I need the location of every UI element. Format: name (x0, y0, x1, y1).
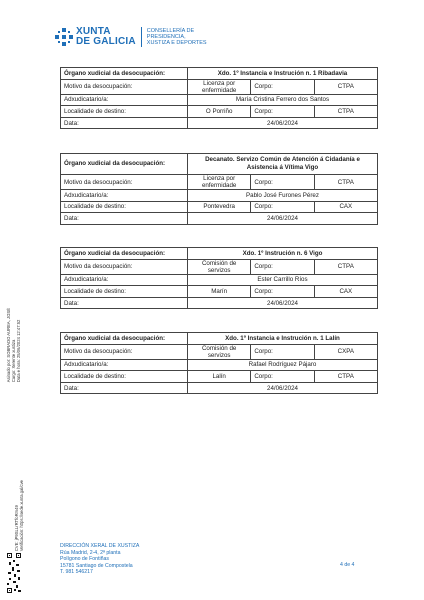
verification-line: CVE: jP9SLLrRTfoRm49 (14, 505, 19, 552)
motivo-label: Motivo da desocupación: (61, 79, 188, 94)
localidade-value: Marín (188, 286, 251, 298)
motivo-value: Comisión de servizos (188, 344, 251, 359)
data-label: Data: (61, 117, 188, 129)
motivo-label: Motivo da desocupación: (61, 175, 188, 190)
corpo-label: Corpo: (251, 371, 314, 383)
data-value: 24/06/2024 (188, 297, 378, 309)
data-value: 24/06/2024 (188, 213, 378, 225)
adxudicatario-label: Adxudicatario/a: (61, 359, 188, 371)
vacancy-block (60, 247, 378, 309)
data-label: Data: (61, 297, 188, 309)
organo-value: Xdo. 1º Instancia e Instrución n. 1 Ribadavia (188, 68, 378, 80)
organo-value: Xdo. 1º Instrución n. 6 Vigo (188, 248, 378, 260)
corpo-value: CAX (314, 286, 377, 298)
signature-stamp (6, 308, 21, 382)
footer-address-line: 15781 Santiago de Compostela (60, 562, 133, 569)
verification-line: Verificación: https://sede.xunta.gal/cve (19, 480, 24, 552)
corpo-label: Corpo: (251, 79, 314, 94)
corpo-label: Corpo: (251, 201, 314, 213)
signature-line: Data e hora: 25/06/2024 12:47:52 (16, 319, 21, 383)
organo-value: Xdo. 1º Instancia e Instrución n. 1 Lalín (188, 333, 378, 345)
data-value: 24/06/2024 (188, 382, 378, 394)
motivo-label: Motivo da desocupación: (61, 344, 188, 359)
corpo-value: CTPA (314, 371, 377, 383)
adxudicatario-value: María Cristina Ferrero dos Santos (188, 94, 378, 106)
signature-line: Asinado por: SOBRADO AUREA, JOSÉ (6, 308, 11, 383)
corpo-label: Corpo: (251, 259, 314, 274)
organo-value: Decanato. Servizo Común de Atención á Cidadanía e Asistencia á Vítima Vigo (188, 154, 378, 175)
page-number: 4 de 4 (340, 562, 355, 568)
adxudicatario-value: Ester Carrillo Ríos (188, 274, 378, 286)
footer-address (60, 543, 139, 576)
vacancy-block (60, 67, 378, 129)
logo-line1: XUNTA (76, 26, 111, 37)
qr-code-icon (6, 552, 22, 594)
xunta-cross-icon (55, 28, 73, 46)
motivo-value: Licenza por enfermidade (188, 175, 251, 190)
vacancy-block (60, 332, 378, 394)
verification-code (14, 480, 24, 551)
corpo-label: Corpo: (251, 175, 314, 190)
organo-label: Órgano xudicial da desocupación: (61, 248, 188, 260)
footer-org: DIRECCIÓN XERAL DE XUSTIZA (60, 543, 140, 549)
vacancy-block (60, 153, 378, 225)
adxudicatario-label: Adxudicatario/a: (61, 94, 188, 106)
organo-label: Órgano xudicial da desocupación: (61, 333, 188, 345)
localidade-value: O Porriño (188, 106, 251, 118)
adxudicatario-value: Rafael Rodríguez Pájaro (188, 359, 378, 371)
footer-phone: T. 981 546217 (60, 569, 93, 575)
motivo-value: Comisión de servizos (188, 259, 251, 274)
motivo-value: Licenza por enfermidade (188, 79, 251, 94)
data-label: Data: (61, 213, 188, 225)
dept-line2: PRESIDENCIA, (146, 33, 186, 40)
logo-line2: DE GALICIA (76, 36, 136, 47)
corpo-value: CTPA (314, 175, 377, 190)
localidade-label: Localidade de destino: (61, 106, 188, 118)
corpo-value: CAX (314, 201, 377, 213)
footer-address-line: Rúa Madrid, 2-4, 2ª planta (60, 549, 121, 556)
localidade-label: Localidade de destino: (61, 371, 188, 383)
logo-name (76, 27, 136, 47)
corpo-value: CTPA (314, 79, 377, 94)
corpo-value: CXPA (314, 344, 377, 359)
dept-line3: XUSTIZA E DEPORTES (146, 40, 207, 47)
corpo-value: CTPA (314, 259, 377, 274)
adxudicatario-label: Adxudicatario/a: (61, 190, 188, 202)
corpo-label: Corpo: (251, 106, 314, 118)
localidade-value: Lalín (188, 371, 251, 383)
localidade-value: Pontevedra (188, 201, 251, 213)
adxudicatario-label: Adxudicatario/a: (61, 274, 188, 286)
corpo-value: CTPA (314, 106, 377, 118)
department-name (147, 28, 207, 47)
dept-line1: CONSELLERÍA DE (146, 27, 195, 34)
xunta-logo (55, 27, 207, 47)
signature-line: Cargo: Xerente xustiza (11, 339, 16, 383)
logo-divider (141, 27, 142, 47)
organo-label: Órgano xudicial da desocupación: (61, 68, 188, 80)
adxudicatario-value: Pablo José Furones Pérez (188, 190, 378, 202)
motivo-label: Motivo da desocupación: (61, 259, 188, 274)
data-label: Data: (61, 382, 188, 394)
localidade-label: Localidade de destino: (61, 286, 188, 298)
data-value: 24/06/2024 (188, 117, 378, 129)
localidade-label: Localidade de destino: (61, 201, 188, 213)
corpo-label: Corpo: (251, 344, 314, 359)
corpo-label: Corpo: (251, 286, 314, 298)
footer-address-line: Polígono de Fontiñas (60, 556, 110, 562)
organo-label: Órgano xudicial da desocupación: (61, 154, 188, 175)
